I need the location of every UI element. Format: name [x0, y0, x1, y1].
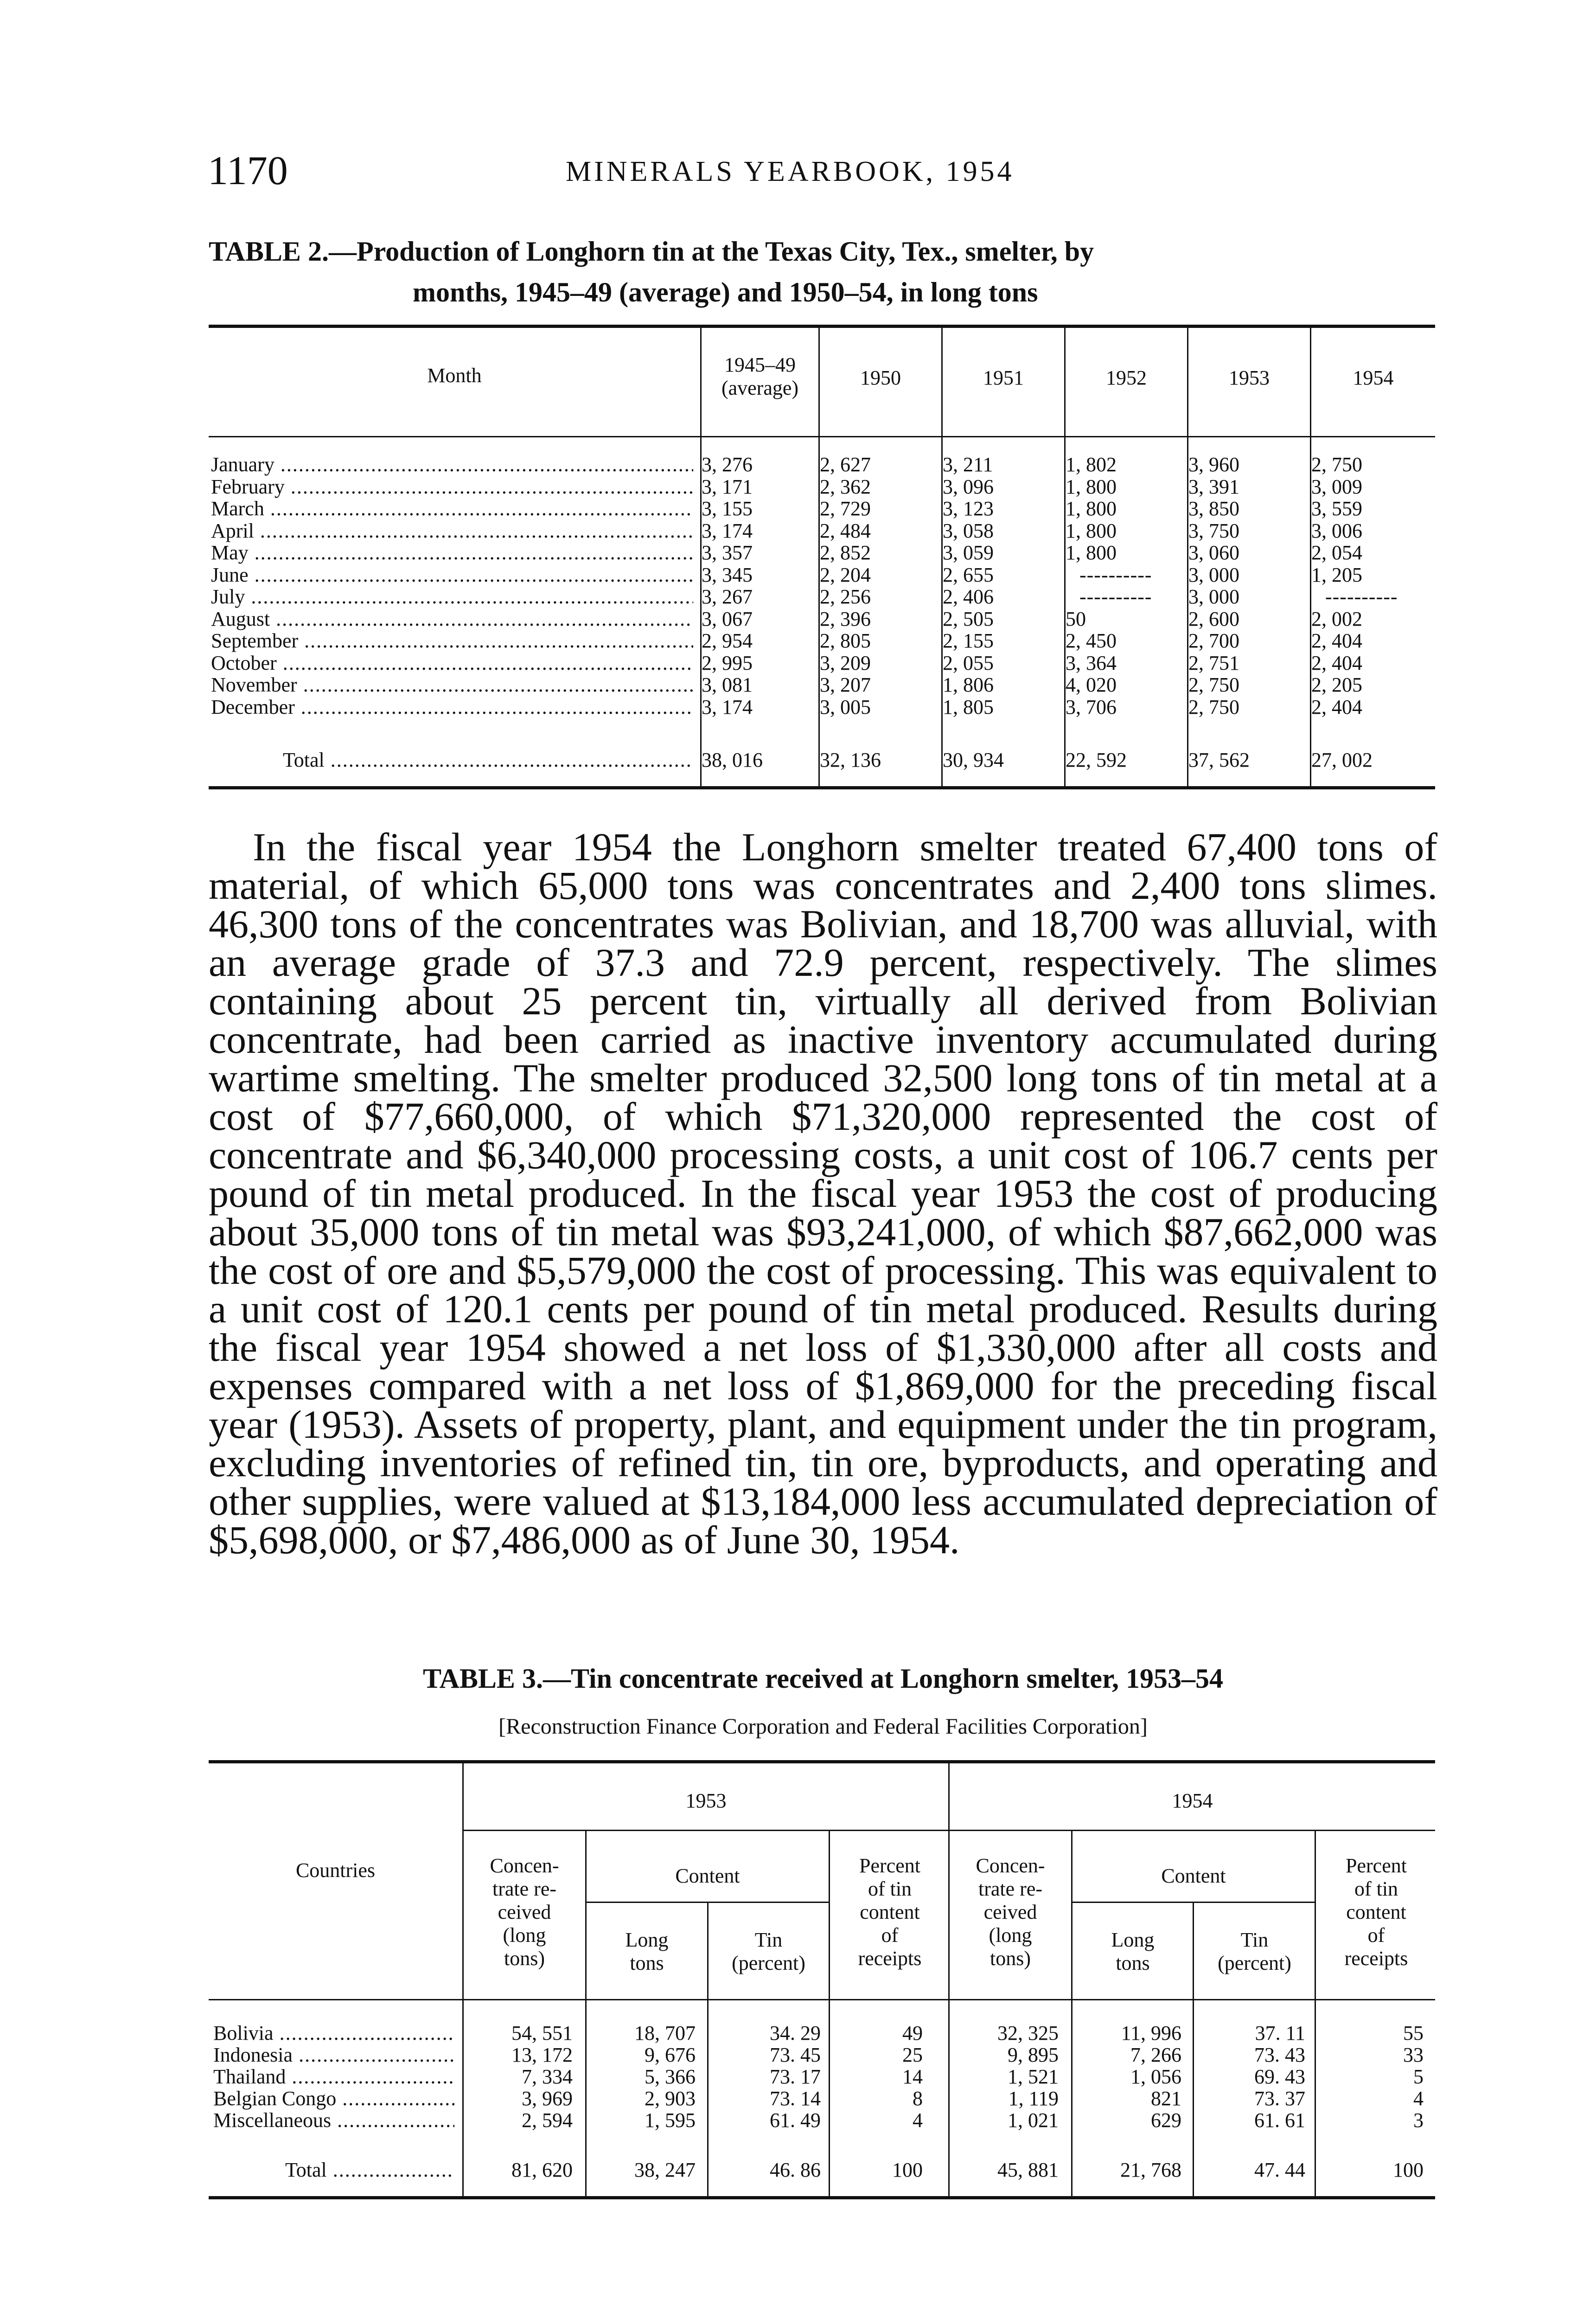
table2-row-label: December ..... [211, 696, 693, 718]
table3-row-label: Indonesia ..... [213, 2044, 454, 2066]
table3-total-cell: 46. 86 [770, 2159, 821, 2181]
table2-cell: 3, 174 [702, 519, 753, 542]
table2-header-avg [702, 353, 818, 400]
table2-cell: 2, 396 [820, 607, 871, 630]
table2-header-year: 1950 [860, 366, 901, 389]
table3-cell: 9, 895 [1008, 2044, 1059, 2066]
table2-header-year: 1952 [1106, 366, 1147, 389]
table2-cell: 3, 559 [1311, 497, 1362, 520]
table2-cell: 2, 505 [943, 607, 994, 630]
table2-cell: 2, 729 [820, 497, 871, 520]
table2-cell: 2, 205 [1311, 673, 1362, 696]
table2-header-year: 1953 [1229, 366, 1270, 389]
table2-caption-line1: TABLE 2.—Production of Longhorn tin at the Texas City, Tex., smelter, by [209, 236, 1094, 267]
table2-row-label: January ..... [211, 454, 693, 476]
table3-cell: 2, 594 [522, 2109, 573, 2132]
table2-cell: 2, 362 [820, 475, 871, 498]
table2-cell: 2, 750 [1188, 673, 1239, 696]
table2-cell: 2, 404 [1311, 629, 1362, 652]
table2-header-month: Month [427, 364, 482, 387]
table3-header-percent-receipts: Percent of tin content of receipts [1344, 1854, 1408, 1970]
table2-header-rule [209, 436, 1435, 437]
table3-total-cell: 38, 247 [634, 2159, 696, 2181]
table3-cell: 7, 334 [522, 2065, 573, 2088]
table2-cell: 2, 256 [820, 585, 871, 608]
table2-cell: 2, 700 [1188, 629, 1239, 652]
table2-cell: 2, 450 [1066, 629, 1117, 652]
table2-cell: 2, 750 [1188, 695, 1239, 718]
table3-cell: 32, 325 [997, 2022, 1059, 2044]
table3-cell: 3 [1413, 2109, 1424, 2132]
table2-header-year: 1954 [1353, 366, 1394, 389]
table2-cell: 4, 020 [1066, 673, 1117, 696]
table2-cell: 3, 364 [1066, 651, 1117, 674]
table3-header-tin-percent: Tin (percent) [732, 1928, 805, 1974]
table3-cell: 5, 366 [645, 2065, 696, 2088]
table3-header-year-1954: 1954 [1172, 1789, 1213, 1812]
table3-header-concentrate: Concen- trate re- ceived (long tons) [976, 1854, 1045, 1970]
table3-header-concentrate: Concen- trate re- ceived (long tons) [490, 1854, 559, 1970]
table3-cell: 7, 266 [1130, 2044, 1181, 2066]
table3-cell: 1, 595 [645, 2109, 696, 2132]
table2-row-label: March ..... [211, 498, 693, 520]
table3-total-cell: 21, 768 [1120, 2159, 1181, 2181]
table2-cell: 1, 205 [1311, 563, 1362, 586]
table3-cell: 73. 14 [770, 2087, 821, 2110]
table2-caption-line2: months, 1945–49 (average) and 1950–54, in long tons [413, 277, 1038, 307]
table2-cell: 3, 207 [820, 673, 871, 696]
table2-cell: 2, 404 [1311, 651, 1362, 674]
table2-cell: 2, 484 [820, 519, 871, 542]
table2-cell: 3, 171 [702, 475, 753, 498]
table3-cell: 629 [1151, 2109, 1181, 2132]
table2-cell: 2, 655 [943, 563, 994, 586]
table3-year-rule [950, 1830, 1435, 1831]
table2-cell: 3, 357 [702, 541, 753, 564]
table3-header-tin-percent: Tin (percent) [1218, 1928, 1291, 1974]
table3-cell: 73. 43 [1254, 2044, 1305, 2066]
table2-header-avg-line2: (average) [721, 377, 799, 399]
table3-header-long-tons: Long tons [1111, 1928, 1155, 1974]
table2-total-cell: 22, 592 [1066, 749, 1127, 771]
table2-cell: 50 [1066, 607, 1086, 630]
table2-cell: 2, 995 [702, 651, 753, 674]
table2-cell: 3, 155 [702, 497, 753, 520]
table2-cell: 3, 345 [702, 563, 753, 586]
table2-top-rule [209, 325, 1435, 328]
table2-cell: 3, 267 [702, 585, 753, 608]
table3-cell: 821 [1151, 2087, 1181, 2110]
table2-total-cell: 37, 562 [1188, 749, 1250, 771]
table2-cell: 1, 800 [1066, 475, 1117, 498]
table2-cell: 2, 002 [1311, 607, 1362, 630]
table2-row-label: September ..... [211, 630, 693, 652]
table3-year-rule [464, 1830, 948, 1831]
table3-header-percent-receipts: Percent of tin content of receipts [858, 1854, 922, 1970]
table2-cell: 3, 960 [1188, 453, 1239, 476]
table3-cell: 9, 676 [645, 2044, 696, 2066]
table2-cell: 2, 155 [943, 629, 994, 652]
table2-cell: 3, 850 [1188, 497, 1239, 520]
table2-header-year: 1951 [983, 366, 1024, 389]
table2-cell: 1, 805 [943, 695, 994, 718]
table3-cell: 49 [902, 2022, 923, 2044]
table3-cell: 73. 45 [770, 2044, 821, 2066]
table3-header-content: Content [1161, 1864, 1226, 1887]
table3-row-label: Bolivia ..... [213, 2022, 454, 2044]
table3-top-rule [209, 1760, 1435, 1763]
table2-cell: 3, 005 [820, 695, 871, 718]
table2-cell: 3, 096 [943, 475, 994, 498]
table2-cell: 2, 954 [702, 629, 753, 652]
table3-header-countries: Countries [295, 1859, 376, 1882]
table2-cell: 3, 276 [702, 453, 753, 476]
table2-total-cell: 27, 002 [1311, 749, 1373, 771]
table3-cell: 73. 37 [1254, 2087, 1305, 2110]
table2-total-cell: 30, 934 [943, 749, 1004, 771]
table2-bottom-rule [209, 786, 1435, 789]
table3-header-long-tons: Long tons [625, 1928, 669, 1974]
table3-cell: 33 [1403, 2044, 1424, 2066]
table3-total-cell: 47. 44 [1254, 2159, 1305, 2181]
table2-row-label: November ..... [211, 674, 693, 696]
table2-cell: 2, 404 [1311, 695, 1362, 718]
table3-cell: 13, 172 [511, 2044, 573, 2066]
table2-total-label: Total ..... [283, 749, 693, 771]
table3-cell: 2, 903 [645, 2087, 696, 2110]
table2-cell: 3, 706 [1066, 695, 1117, 718]
table3-cell: 34. 29 [770, 2022, 821, 2044]
table3-cell: 61. 49 [770, 2109, 821, 2132]
table2-cell: 3, 209 [820, 651, 871, 674]
table2-cell: 2, 055 [943, 651, 994, 674]
table2-row-label: April ..... [211, 520, 693, 542]
table3-cell: 3, 969 [522, 2087, 573, 2110]
table3-row-label: Thailand ..... [213, 2066, 454, 2088]
running-head: MINERALS YEARBOOK, 1954 [566, 156, 1015, 187]
table3-cell: 61. 61 [1254, 2109, 1305, 2132]
table3-row-label: Miscellaneous ..... [213, 2109, 454, 2132]
table3-header-year-1953: 1953 [685, 1789, 727, 1812]
table3-total-cell: 81, 620 [511, 2159, 573, 2181]
table3-cell: 37. 11 [1255, 2022, 1305, 2044]
table3-header-content: Content [675, 1864, 740, 1887]
table3-row-label: Belgian Congo ..... [213, 2088, 454, 2110]
table3-cell: 5 [1413, 2065, 1424, 2088]
body-paragraph: In the fiscal year 1954 the Longhorn smelter treated 67,400 tons of material, of which 65,000 tons was concentrates and 2,400 tons slimes. 46,300 tons of the concentrates was Bolivian, and 18,700 was alluvial, with an average grade of 37.3 and 72.9 percent, respectively. The slimes containing about 25 percent tin, virtually all derived from Bolivian concentrate, had been carried as inactive inventory accumulated during wartime smelting. The smelter produced 32,500 long tons of tin metal at a cost of $77,660,000, of which $71,320,000 represented the cost of concentrate and $6,340,000 processing costs, a unit cost of 106.7 cents per pound of tin metal produced. In the fiscal year 1953 the cost of producing about 35,000 tons of tin metal was $93,241,000, of which $87,662,000 was the cost of ore and $5,579,000 the cost of processing. This was equivalent to a unit cost of 120.1 cents per pound of tin metal produced. Results during the fiscal year 1954 showed a net loss of $1,330,000 after all costs and expenses compared with a net loss of $1,869,000 for the preceding fiscal year (1953). Assets of property, plant, and equipment under the tin program, excluding inventories of refined tin, tin ore, byproducts, and operating and other supplies, were valued at $13,184,000 less accumulated depreciation of $5,698,000, or $7,486,000 as of June 30, 1954. [209, 825, 1437, 1562]
table2-cell: 3, 067 [702, 607, 753, 630]
table2-cell: 2, 805 [820, 629, 871, 652]
table2-cell: 3, 750 [1188, 519, 1239, 542]
table3-total-cell: 45, 881 [997, 2159, 1059, 2181]
table2-total-cell: 38, 016 [702, 749, 763, 771]
table3-cell: 4 [913, 2109, 923, 2132]
table3-cell: 73. 17 [770, 2065, 821, 2088]
table2-cell: ---------- [1079, 586, 1152, 608]
table3-cell: 4 [1413, 2087, 1424, 2110]
table2-cell: 2, 204 [820, 563, 871, 586]
table3-cell: 54, 551 [511, 2022, 573, 2044]
table2-row-label: June ..... [211, 564, 693, 586]
table2-cell: 1, 800 [1066, 519, 1117, 542]
table2-row-label: August ..... [211, 608, 693, 630]
table3-caption: TABLE 3.—Tin concentrate received at Longhorn smelter, 1953–54 [423, 1663, 1223, 1694]
table2-cell: 3, 058 [943, 519, 994, 542]
table2-cell: 3, 006 [1311, 519, 1362, 542]
table2-cell: 3, 081 [702, 673, 753, 696]
table2-cell: 3, 000 [1188, 563, 1239, 586]
table3-source-note: [Reconstruction Finance Corporation and Federal Facilities Corporation] [498, 1714, 1148, 1739]
table3-cell: 69. 43 [1254, 2065, 1305, 2088]
table2-cell: 1, 800 [1066, 497, 1117, 520]
table2-cell: 3, 060 [1188, 541, 1239, 564]
table2-cell: 3, 211 [943, 453, 993, 476]
table2-row-label: February ..... [211, 476, 693, 498]
table2-row-label: October ..... [211, 652, 693, 674]
table2-cell: 1, 802 [1066, 453, 1117, 476]
table3-cell: 1, 119 [1008, 2087, 1059, 2110]
table3-cell: 14 [902, 2065, 923, 2088]
table2-cell: 2, 600 [1188, 607, 1239, 630]
table3-cell: 18, 707 [634, 2022, 696, 2044]
table3-cell: 1, 521 [1008, 2065, 1059, 2088]
table2-cell: 2, 852 [820, 541, 871, 564]
table2-cell: ---------- [1325, 586, 1398, 608]
table3-cell: 1, 021 [1008, 2109, 1059, 2132]
table3-cell: 25 [902, 2044, 923, 2066]
table2-cell: 2, 054 [1311, 541, 1362, 564]
table2-row-label: July ..... [211, 586, 693, 608]
table3-total-cell: 100 [1393, 2159, 1424, 2181]
table2-cell: 2, 627 [820, 453, 871, 476]
table2-cell: 3, 000 [1188, 585, 1239, 608]
table2-cell: 2, 750 [1311, 453, 1362, 476]
table2-cell: 3, 009 [1311, 475, 1362, 498]
table2-cell: 3, 174 [702, 695, 753, 718]
table2-row-label: May ..... [211, 542, 693, 564]
table3-cell: 1, 056 [1130, 2065, 1181, 2088]
table2-header-avg-line1: 1945–49 [724, 353, 796, 376]
table2-cell: 3, 123 [943, 497, 994, 520]
table2-cell: 2, 751 [1188, 651, 1239, 674]
table3-cell: 11, 996 [1121, 2022, 1181, 2044]
table3-cell: 8 [913, 2087, 923, 2110]
table2-caption [209, 231, 1437, 313]
table3-total-label: Total ..... [285, 2159, 454, 2181]
table3-header-rule [209, 1999, 1435, 2000]
table2-cell: 3, 391 [1188, 475, 1239, 498]
table2-cell: 2, 406 [943, 585, 994, 608]
table2-cell: ---------- [1079, 564, 1152, 586]
page-number: 1170 [208, 148, 288, 193]
table3-bottom-rule [209, 2196, 1435, 2199]
table3-cell: 55 [1403, 2022, 1424, 2044]
table2-cell: 1, 800 [1066, 541, 1117, 564]
table2-total-cell: 32, 136 [820, 749, 881, 771]
table2-cell: 3, 059 [943, 541, 994, 564]
table2-cell: 1, 806 [943, 673, 994, 696]
table3-total-cell: 100 [892, 2159, 923, 2181]
